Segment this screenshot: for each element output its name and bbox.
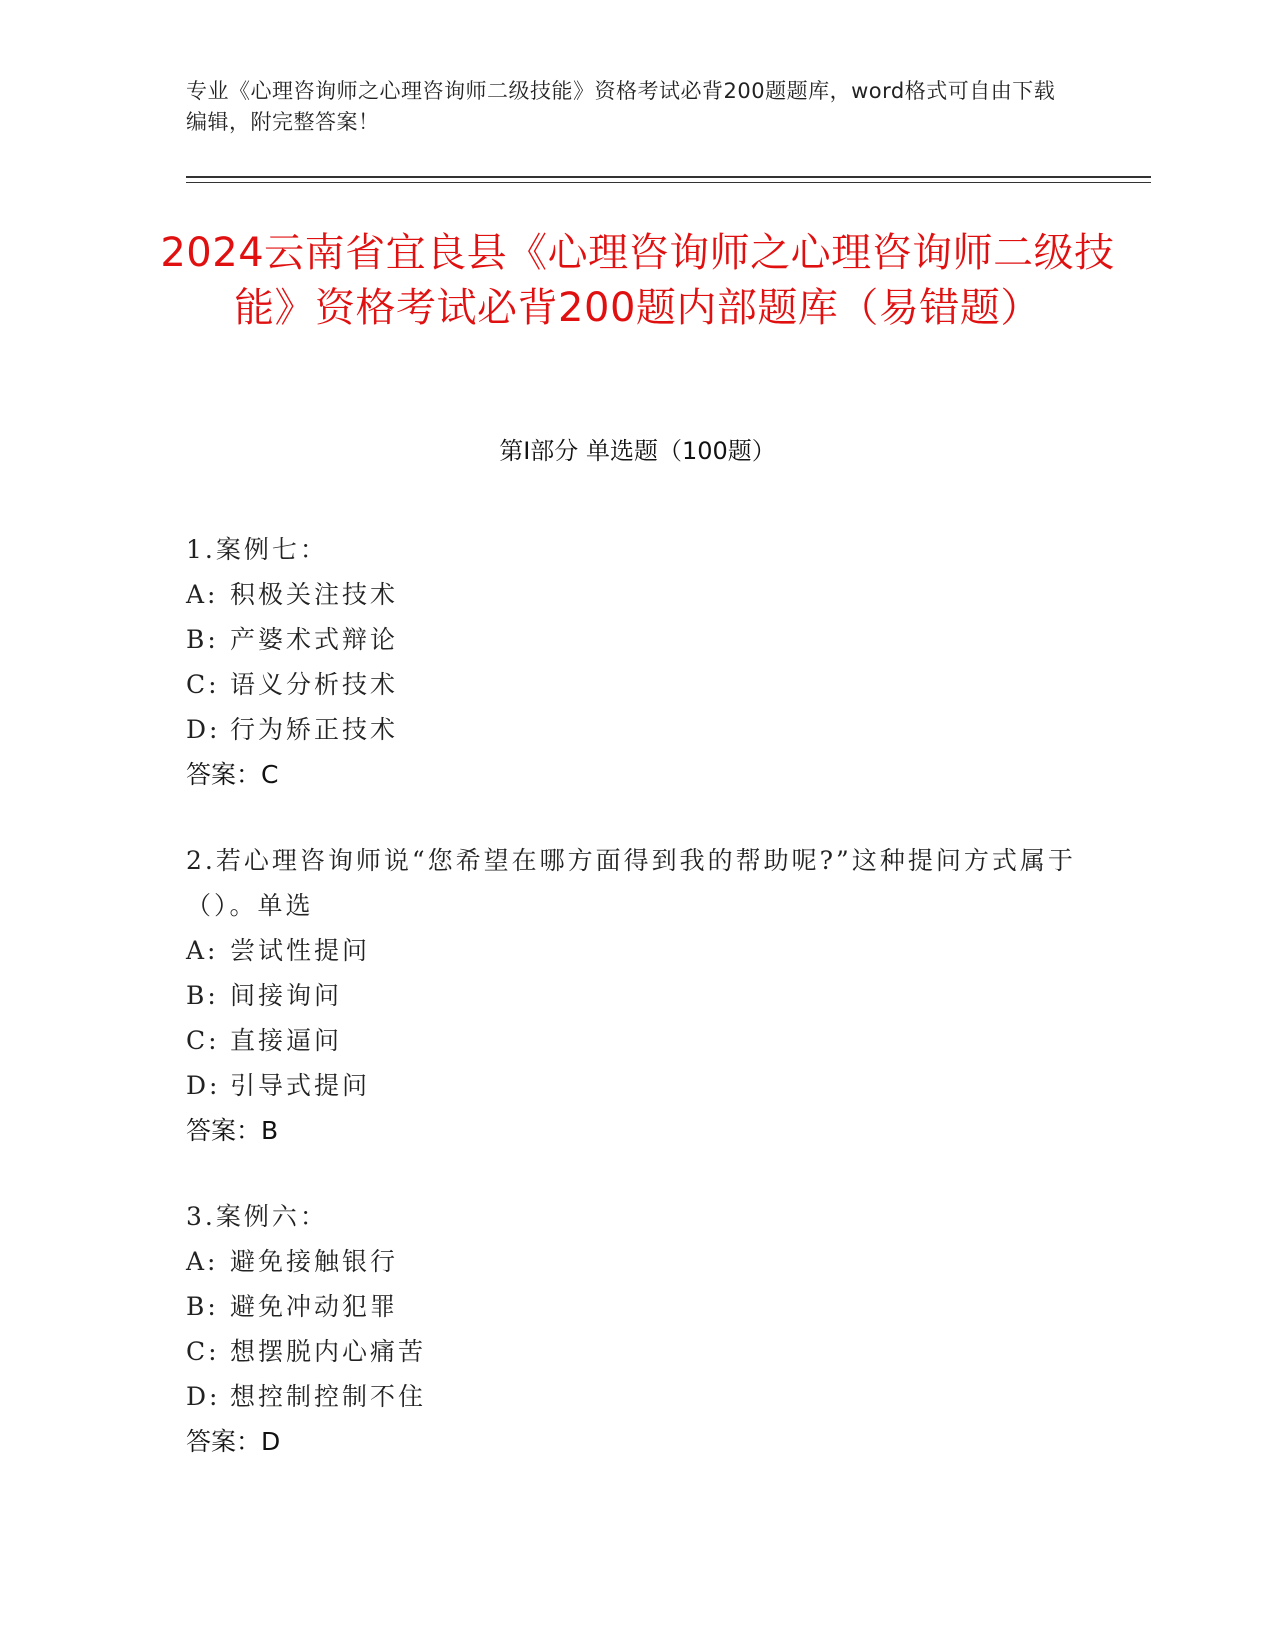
option-letter: D: bbox=[186, 1382, 221, 1411]
option-text: 想摆脱内心痛苦 bbox=[230, 1337, 427, 1366]
header-divider-thin bbox=[186, 182, 1151, 183]
option-letter: A: bbox=[186, 580, 219, 609]
option-letter: B: bbox=[186, 981, 219, 1010]
option-letter: C: bbox=[186, 1337, 220, 1366]
question-stem: 3.案例六： bbox=[186, 1202, 328, 1231]
answer-line: 答案：C bbox=[186, 760, 279, 789]
option-a bbox=[186, 928, 1086, 973]
option-text: 尝试性提问 bbox=[230, 936, 371, 965]
answer-line: 答案：B bbox=[186, 1116, 279, 1145]
option-c bbox=[186, 1018, 1086, 1063]
option-text: 产婆术式辩论 bbox=[230, 625, 399, 654]
option-text: 语义分析技术 bbox=[230, 670, 399, 699]
option-letter: B: bbox=[186, 1292, 219, 1321]
option-d bbox=[186, 1374, 1086, 1419]
option-text: 行为矫正技术 bbox=[230, 715, 399, 744]
option-letter: B: bbox=[186, 625, 219, 654]
question-list bbox=[186, 527, 1086, 1505]
answer-line: 答案：D bbox=[186, 1427, 281, 1456]
option-a bbox=[186, 572, 1086, 617]
option-letter: D: bbox=[186, 1071, 221, 1100]
option-letter: D: bbox=[186, 715, 221, 744]
header-note: 专业《心理咨询师之心理咨询师二级技能》资格考试必背200题题库，word格式可自由下载编辑，附完整答案！ bbox=[186, 79, 1056, 134]
option-text: 想控制控制不住 bbox=[230, 1382, 427, 1411]
question-stem: 1.案例七： bbox=[186, 535, 328, 564]
option-text: 避免冲动犯罪 bbox=[230, 1292, 399, 1321]
question-stem: 2.若心理咨询师说“您希望在哪方面得到我的帮助呢?”这种提问方式属于（）。单选 bbox=[186, 846, 1076, 920]
option-d bbox=[186, 707, 1086, 752]
header-divider-thick bbox=[186, 176, 1151, 178]
option-letter: A: bbox=[186, 1247, 219, 1276]
section-heading: 第I部分 单选题（100题） bbox=[499, 437, 776, 465]
option-a bbox=[186, 1239, 1086, 1284]
option-c bbox=[186, 1329, 1086, 1374]
document-title: 2024云南省宜良县《心理咨询师之心理咨询师二级技能》资格考试必背200题内部题库（易错题） bbox=[160, 230, 1115, 331]
option-b bbox=[186, 617, 1086, 662]
option-b bbox=[186, 1284, 1086, 1329]
option-d bbox=[186, 1063, 1086, 1108]
option-letter: C: bbox=[186, 1026, 220, 1055]
question-item bbox=[186, 527, 1086, 797]
option-text: 积极关注技术 bbox=[230, 580, 399, 609]
question-item bbox=[186, 838, 1086, 1153]
option-b bbox=[186, 973, 1086, 1018]
option-text: 引导式提问 bbox=[230, 1071, 371, 1100]
option-text: 避免接触银行 bbox=[230, 1247, 399, 1276]
option-c bbox=[186, 662, 1086, 707]
option-letter: A: bbox=[186, 936, 219, 965]
option-text: 间接询问 bbox=[230, 981, 343, 1010]
option-text: 直接逼问 bbox=[230, 1026, 343, 1055]
question-item bbox=[186, 1194, 1086, 1464]
option-letter: C: bbox=[186, 670, 220, 699]
